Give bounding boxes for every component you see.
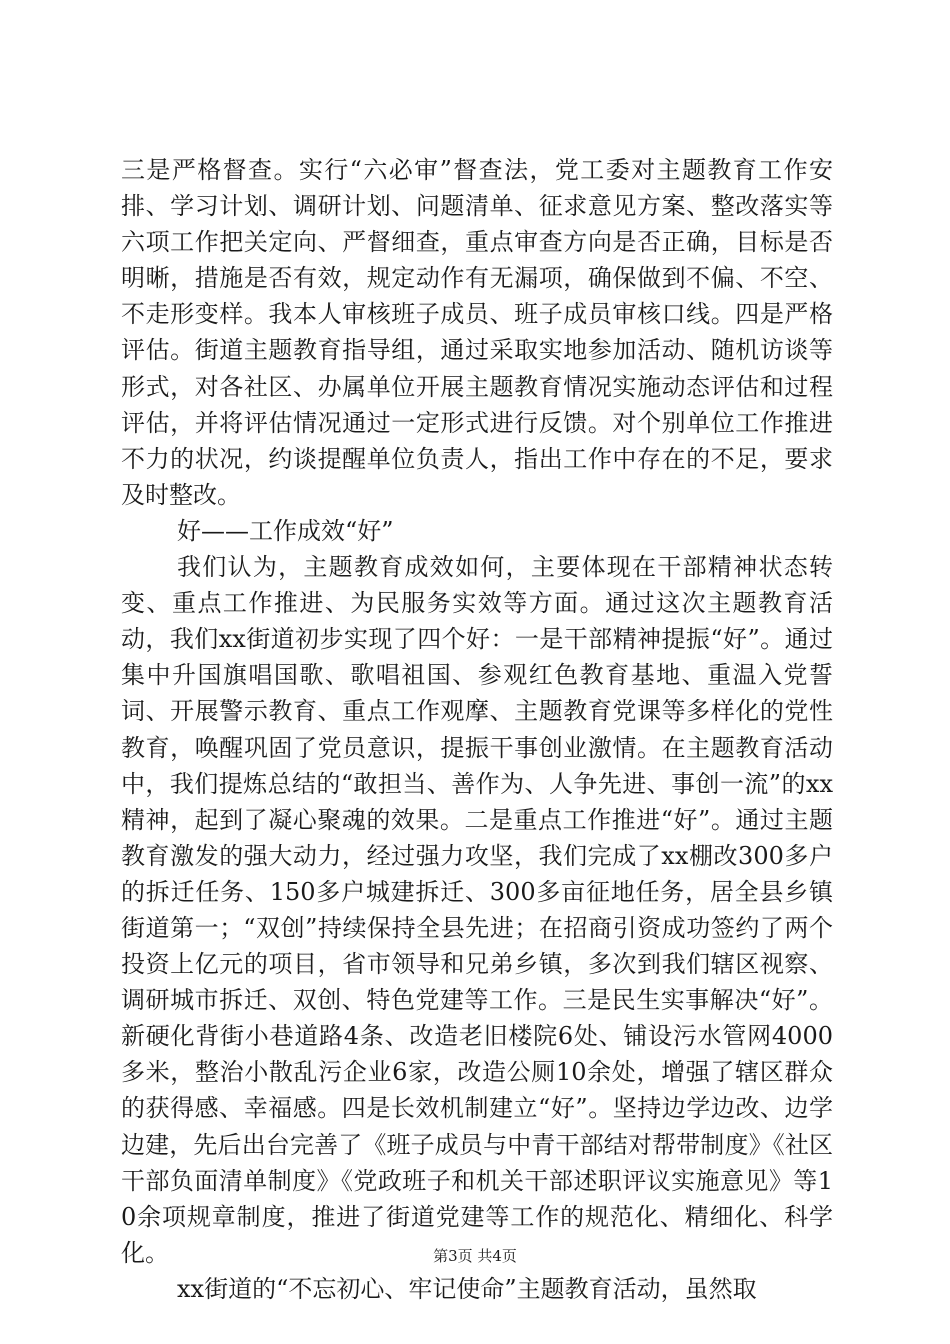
- paragraph-closing: xx街道的“不忘初心、牢记使命”主题教育活动，虽然取: [177, 1274, 757, 1303]
- paragraph-strict-inspection: 三是严格督查。实行“六必审”督查法，党工委对主题教育工作安排、学习计划、调研计划、问题清单、征求意见方案、整改落实等六项工作把关定向、严督细查，重点审查方向是否正确，目标是否明晰，措施是否有效，规定动作有无漏项，确保做到不偏、不空、不走形变样。我本人审核班子成员、班子成员审核口线。四是严格评估。街道主题教育指导组，通过采取实地参加活动、随机访谈等形式，对各社区、办属单位开展主题教育情况实施动态评估和过程评估，并将评估情况通过一定形式进行反馈。对个别单位工作推进不力的状况，约谈提醒单位负责人，指出工作中存在的不足，要求及时整改。: [121, 156, 833, 509]
- page-number-footer: 第3页 共4页: [433, 1247, 517, 1265]
- section-heading-results: 好——工作成效“好”: [177, 516, 394, 545]
- paragraph-results: 我们认为，主题教育成效如何，主要体现在干部精神状态转变、重点工作推进、为民服务实效等方面。通过这次主题教育活动，我们xx街道初步实现了四个好：一是干部精神提振“好”。通过集中升国旗唱国歌、歌唱祖国、参观红色教育基地、重温入党誓词、开展警示教育、重点工作观摩、主题教育党课等多样化的党性教育，唤醒巩固了党员意识，提振干事创业激情。在主题教育活动中，我们提炼总结的“敢担当、善作为、人争先进、事创一流”的xx精神，起到了凝心聚魂的效果。二是重点工作推进“好”。通过主题教育激发的强大动力，经过强力攻坚，我们完成了xx棚改300多户的拆迁任务、150多户城建拆迁、300多亩征地任务，居全县乡镇街道第一；“双创”持续保持全县先进；在招商引资成功签约了两个投资上亿元的项目，省市领导和兄弟乡镇，多次到我们辖区视察、调研城市拆迁、双创、特色党建等工作。三是民生实事解决“好”。新硬化背街小巷道路4条、改造老旧楼院6处、铺设污水管网4000多米，整治小散乱污企业6家，改造公厕10余处，增强了辖区群众的获得感、幸福感。四是长效机制建立“好”。坚持边学边改、边学边建，先后出台完善了《班子成员与中青干部结对帮带制度》《社区干部负面清单制度》《党政班子和机关干部述职评议实施意见》等10余项规章制度，推进了街道党建等工作的规范化、精细化、科学化。: [121, 553, 833, 1267]
- document-body: [121, 152, 833, 1307]
